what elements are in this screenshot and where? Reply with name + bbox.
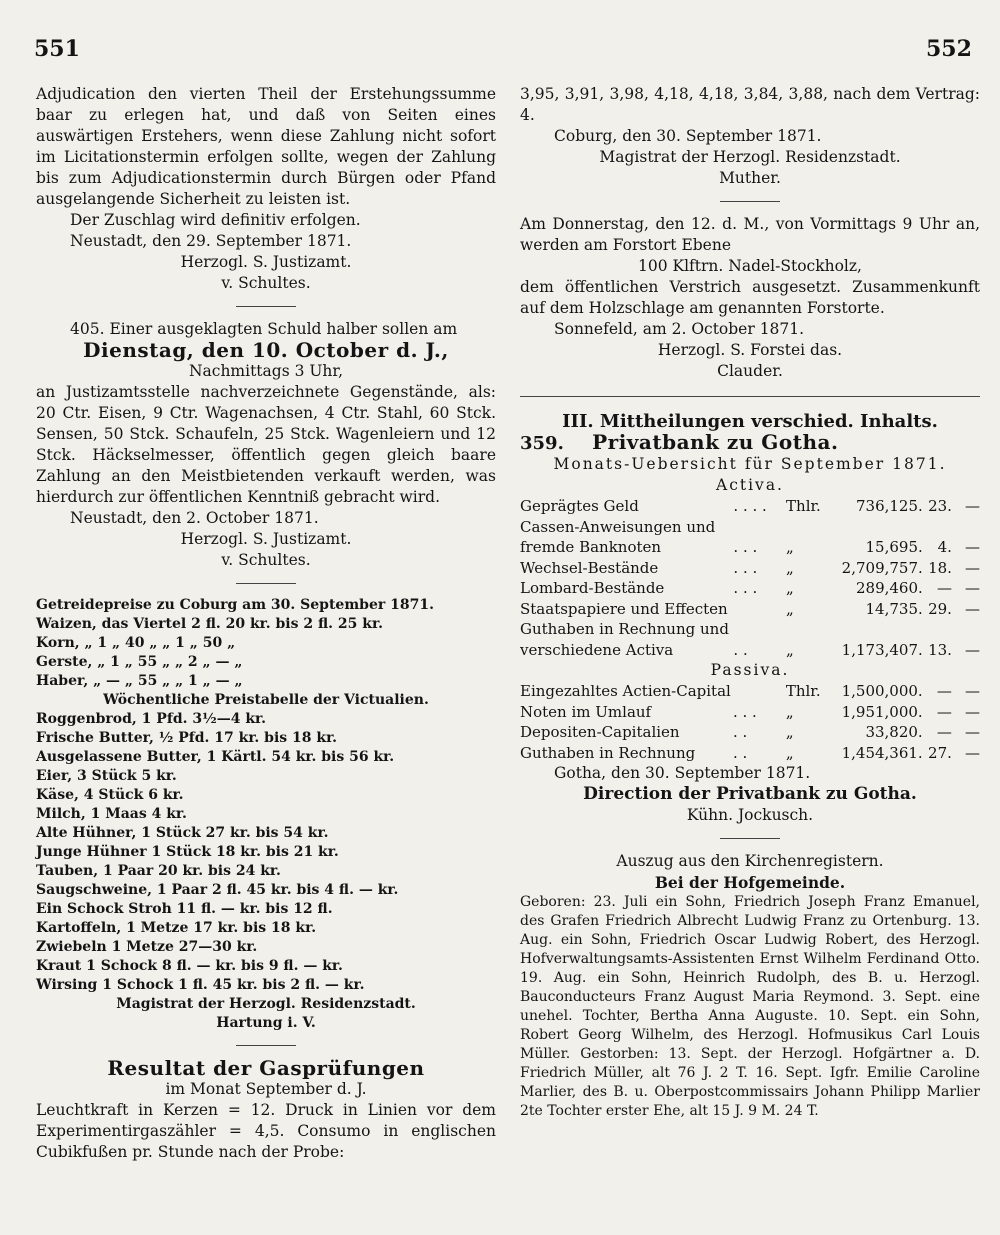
table-cell-dots: . . .	[733, 558, 758, 577]
adjudication-paragraph: Adjudication den vierten Theil der Erstehungssumme baar zu erlegen hat, und daß von Seiten eines auswärtigen Erstehers, wenn diese Zahlung nicht sofort im Licitationstermin erfolgen sollte, wegen der Zahlung bis zum Adjudicationstermin durch Bürgen oder Pfand ausgelangende Sicherheit zu leisten ist.	[36, 85, 496, 208]
passiva-table	[520, 681, 980, 763]
authority: Herzogl. S. Justizamt.	[180, 253, 352, 271]
table-cell-cur: „	[786, 558, 794, 577]
table-cell-label: Cassen-Anweisungen und	[520, 517, 716, 536]
left-column	[36, 84, 496, 1163]
church-register-body: Geboren: 23. Juli ein Sohn, Friedrich Joseph Franz Emanuel, des Grafen Friedrich Albrecht Ludwig Franz zu Ortenburg. 13. Aug. ein Sohn, Friedrich Oscar Ludwig Robert, des Herzogl. Hofverwaltungsamts-Assistenten Ernst Wilhelm Ferdinand Otto. 19. Aug. ein Sohn, Heinrich Rudolph, des B. u. Herzogl. Bauconducteurs Franz August Maria Reymond. 3. Sept. eine unehel. Tochter, Bertha Anna Auguste. 10. Sept. ein Sohn, Robert Georg Wilhelm, des Herzogl. Hofmusikus Carl Louis Müller. Gestorben: 13. Sept. der Herzogl. Hofgärtner a. D. Friedrich Müller, alt 76 J. 2 T. 16. Sept. Igfr. Emilie Caroline Marlier, des B. u. Oberpostcommissairs Johann Philipp Marlier 2te Tochter erster Ehe, alt 15 J. 9 M. 24 T.	[520, 894, 980, 1119]
list-item: Alte Hühner, 1 Stück 27 kr. bis 54 kr.	[36, 825, 329, 841]
table-cell-d2: —	[965, 640, 980, 659]
table-cell-dots: . . .	[732, 702, 757, 721]
table-cell-d1: —	[936, 682, 952, 700]
table-cell-d1: 27.	[928, 743, 952, 762]
table-cell-dots: . .	[732, 743, 748, 762]
table-row	[520, 558, 980, 579]
place-date: Gotha, den 30. September 1871.	[554, 764, 811, 782]
passiva-label: Passiva.	[710, 661, 790, 679]
bank-title: Privatbank zu Gotha.	[592, 430, 839, 454]
table-cell-d1: 13.	[928, 640, 952, 659]
list-item: Frische Butter, ½ Pfd. 17 kr. bis 18 kr.	[36, 730, 338, 746]
authority: Herzogl. S. Forstei das.	[657, 341, 843, 359]
divider	[236, 306, 296, 307]
table-cell-label: fremde Banknoten	[520, 538, 662, 556]
forest-notice-body: Am Donnerstag, den 12. d. M., von Vormittags 9 Uhr an, werden am Forstort Ebene	[520, 215, 980, 254]
grain-prices-title: Getreidepreise zu Coburg am 30. September 1871.	[36, 597, 434, 613]
table-cell-d1: 18.	[928, 558, 952, 577]
table-cell-cur: „	[785, 723, 794, 741]
table-row	[520, 640, 980, 661]
notice-405-time: Nachmittags 3 Uhr,	[188, 362, 344, 380]
table-cell-label: Noten im Umlauf	[520, 702, 652, 721]
signature: Kühn. Jockusch.	[686, 806, 814, 824]
table-cell-amt: 1,500,000.	[841, 682, 923, 700]
list-item: Ein Schock Stroh 11 fl. — kr. bis 12 fl.	[36, 901, 333, 917]
list-item: Kartoffeln, 1 Metze 17 kr. bis 18 kr.	[36, 920, 317, 936]
table-cell-amt	[832, 619, 923, 640]
table-cell-d1: 29.	[928, 599, 952, 618]
table-cell-dots	[733, 599, 786, 620]
table-cell-d1: —	[936, 723, 952, 741]
list-item: Saugschweine, 1 Paar 2 fl. 45 kr. bis 4 fl. — kr.	[36, 882, 399, 898]
table-row	[520, 743, 980, 764]
bank-heading	[520, 432, 980, 454]
table-cell-d2: —	[965, 723, 980, 741]
list-item: Korn, „ 1 „ 40 „ „ 1 „ 50 „	[36, 635, 236, 651]
table-cell-cur	[786, 619, 832, 640]
place-date: Neustadt, den 2. October 1871.	[70, 509, 319, 527]
table-cell-dots: . .	[732, 723, 748, 741]
table-cell-label: verschiedene Activa	[520, 640, 674, 659]
table-cell-d2: —	[965, 702, 980, 721]
table-cell-amt	[832, 517, 923, 538]
list-item: Tauben, 1 Paar 20 kr. bis 24 kr.	[36, 863, 281, 879]
table-cell-amt: 1,173,407.	[841, 640, 923, 659]
table-row	[520, 722, 980, 743]
right-column	[520, 84, 980, 1121]
victual-prices-title: Wöchentliche Preistabelle der Victualien.	[103, 692, 429, 708]
church-register-title: Auszug aus den Kirchenregistern.	[616, 852, 884, 870]
table-cell-d2: —	[965, 579, 980, 597]
table-cell-cur: „	[786, 579, 794, 597]
divider	[236, 1045, 296, 1046]
signature: v. Schultes.	[221, 274, 311, 292]
authority: Magistrat der Herzogl. Residenzstadt.	[599, 148, 901, 166]
table-cell-d2: —	[965, 497, 980, 515]
place-date: Coburg, den 30. September 1871.	[554, 127, 822, 145]
table-cell-d2: —	[965, 682, 980, 700]
table-cell-cur: „	[785, 743, 794, 762]
passiva-body	[520, 681, 980, 763]
table-cell-label: Depositen-Capitalien	[520, 723, 680, 741]
gas-test-title: Resultat der Gasprüfungen	[107, 1056, 425, 1080]
notice-405-body: an Justizamtsstelle nachverzeichnete Gegenstände, als: 20 Ctr. Eisen, 9 Ctr. Wagenachsen, 4 Ctr. Stahl, 60 Stck. Sensen, 50 Stck. Schaufeln, 25 Stck. Wagenleiern und 12 Stck. Häckselmesser, öffentlich gegen gleich baare Zahlung an den Meistbietenden verkauft werden, was hierdurch zur öffentlichen Kenntniß gebracht wird.	[36, 383, 496, 506]
table-cell-dots: . . .	[733, 579, 758, 597]
table-cell-amt: 1,454,361.	[841, 743, 923, 762]
table-cell-amt: 14,735.	[865, 599, 923, 618]
bank-subtitle: Monats-Uebersicht für September 1871.	[553, 455, 947, 473]
table-row	[520, 578, 980, 599]
notice-405-intro: 405. Einer ausgeklagten Schuld halber sollen am	[70, 320, 458, 338]
table-cell-amt: 289,460.	[855, 579, 923, 597]
table-cell-amt: 33,820.	[865, 723, 923, 741]
table-cell-label: Eingezahltes Actien-Capital	[520, 682, 731, 700]
table-cell-cur	[786, 517, 832, 538]
table-cell-dots: . . . .	[733, 497, 767, 515]
table-cell-cur: „	[786, 599, 794, 618]
activa-table	[520, 496, 980, 660]
table-cell-d2: —	[965, 743, 980, 762]
place-date: Neustadt, den 29. September 1871.	[70, 232, 352, 250]
church-register-subtitle: Bei der Hofgemeinde.	[654, 873, 846, 892]
activa-body	[520, 496, 980, 660]
divider	[236, 583, 296, 584]
list-item: Junge Hühner 1 Stück 18 kr. bis 21 kr.	[36, 844, 339, 860]
table-cell-d1: —	[936, 579, 952, 597]
table-cell-amt: 1,951,000.	[841, 702, 923, 721]
page-number-right: 552	[926, 36, 972, 62]
table-row	[520, 599, 980, 620]
signature: Muther.	[719, 169, 781, 187]
table-cell-d1	[923, 619, 952, 640]
list-item: Eier, 3 Stück 5 kr.	[36, 768, 177, 784]
table-row	[520, 681, 980, 702]
table-cell-amt: 2,709,757.	[841, 558, 923, 577]
table-cell-cur: „	[786, 640, 794, 659]
table-cell-d2: —	[965, 538, 980, 556]
list-item: Waizen, das Viertel 2 fl. 20 kr. bis 2 fl. 25 kr.	[36, 616, 383, 632]
table-cell-amt: 15,695.	[865, 538, 923, 556]
table-row	[520, 702, 980, 723]
bank-direction: Direction der Privatbank zu Gotha.	[583, 784, 917, 804]
page-number-left: 551	[34, 36, 80, 62]
table-cell-dots: . . .	[733, 538, 758, 556]
table-cell-cur: „	[786, 538, 794, 556]
list-item: Haber, „ — „ 55 „ „ 1 „ — „	[36, 673, 243, 689]
table-cell-cur: Thlr.	[785, 682, 821, 700]
gas-test-subtitle: im Monat September d. J.	[165, 1080, 367, 1098]
table-cell-dots	[733, 619, 786, 640]
table-row	[520, 517, 980, 538]
table-cell-label: Lombard-Bestände	[520, 579, 665, 597]
list-item: Kraut 1 Schock 8 fl. — kr. bis 9 fl. — kr.	[36, 958, 343, 974]
list-item: Gerste, „ 1 „ 55 „ „ 2 „ — „	[36, 654, 243, 670]
table-cell-label: Guthaben in Rechnung	[520, 743, 696, 762]
victual-prices-list	[36, 710, 496, 995]
table-cell-d2: —	[965, 599, 980, 618]
grain-prices-list	[36, 615, 496, 691]
signature: Clauder.	[717, 362, 783, 380]
section-title: III. Mittheilungen verschied. Inhalts.	[562, 411, 938, 432]
table-cell-d1: 23.	[928, 497, 952, 515]
list-item: Zwiebeln 1 Metze 27—30 kr.	[36, 939, 258, 955]
zuschlag-text: Der Zuschlag wird definitiv erfolgen.	[70, 211, 361, 229]
table-cell-label: Wechsel-Bestände	[520, 558, 659, 577]
table-cell-d2	[952, 619, 980, 640]
table-cell-cur: „	[785, 702, 794, 721]
notice-405-day: Dienstag, den 10. October d. J.,	[83, 338, 449, 362]
gas-test-values: 3,95, 3,91, 3,98, 4,18, 4,18, 3,84, 3,88, nach dem Vertrag: 4.	[520, 85, 980, 124]
forest-notice-item: 100 Klftrn. Nadel-Stockholz,	[638, 257, 862, 275]
forest-notice-body-2: dem öffentlichen Verstrich ausgesetzt. Zusammenkunft auf dem Holzschlage am genannten Forstorte.	[520, 278, 980, 317]
authority: Magistrat der Herzogl. Residenzstadt.	[116, 996, 416, 1012]
list-item: Wirsing 1 Schock 1 fl. 45 kr. bis 2 fl. — kr.	[36, 977, 365, 993]
gas-test-body: Leuchtkraft in Kerzen = 12. Druck in Linien vor dem Experimentirgaszähler = 4,5. Consumo in englischen Cubikfußen pr. Stunde nach der Probe:	[36, 1101, 496, 1161]
table-cell-amt: 736,125.	[855, 497, 923, 515]
authority: Herzogl. S. Justizamt.	[180, 530, 352, 548]
list-item: Milch, 1 Maas 4 kr.	[36, 806, 187, 822]
table-cell-d1: —	[936, 702, 952, 721]
table-cell-d1: 4.	[937, 538, 952, 556]
bank-number: 359.	[520, 433, 564, 454]
table-cell-d2: —	[965, 558, 980, 577]
list-item: Ausgelassene Butter, 1 Kärtl. 54 kr. bis 56 kr.	[36, 749, 395, 765]
place-date: Sonnefeld, am 2. October 1871.	[554, 320, 805, 338]
list-item: Roggenbrod, 1 Pfd. 3½—4 kr.	[36, 711, 267, 727]
divider	[520, 396, 980, 397]
table-cell-label: Guthaben in Rechnung und	[520, 620, 729, 638]
table-row	[520, 496, 980, 517]
table-row	[520, 537, 980, 558]
table-cell-cur: Thlr.	[786, 497, 821, 515]
table-cell-label: Geprägtes Geld	[520, 497, 639, 515]
table-cell-label: Staatspapiere und Effecten	[520, 599, 728, 618]
divider	[720, 838, 780, 839]
list-item: Käse, 4 Stück 6 kr.	[36, 787, 184, 803]
activa-label: Activa.	[716, 476, 784, 494]
table-cell-dots: . .	[733, 640, 748, 659]
table-row	[520, 619, 980, 640]
divider	[720, 201, 780, 202]
table-cell-dots	[733, 517, 786, 538]
table-cell-d1	[923, 517, 952, 538]
signature: v. Schultes.	[221, 551, 311, 569]
signature: Hartung i. V.	[216, 1015, 316, 1031]
table-cell-dots	[733, 681, 786, 702]
table-cell-d2	[952, 517, 980, 538]
